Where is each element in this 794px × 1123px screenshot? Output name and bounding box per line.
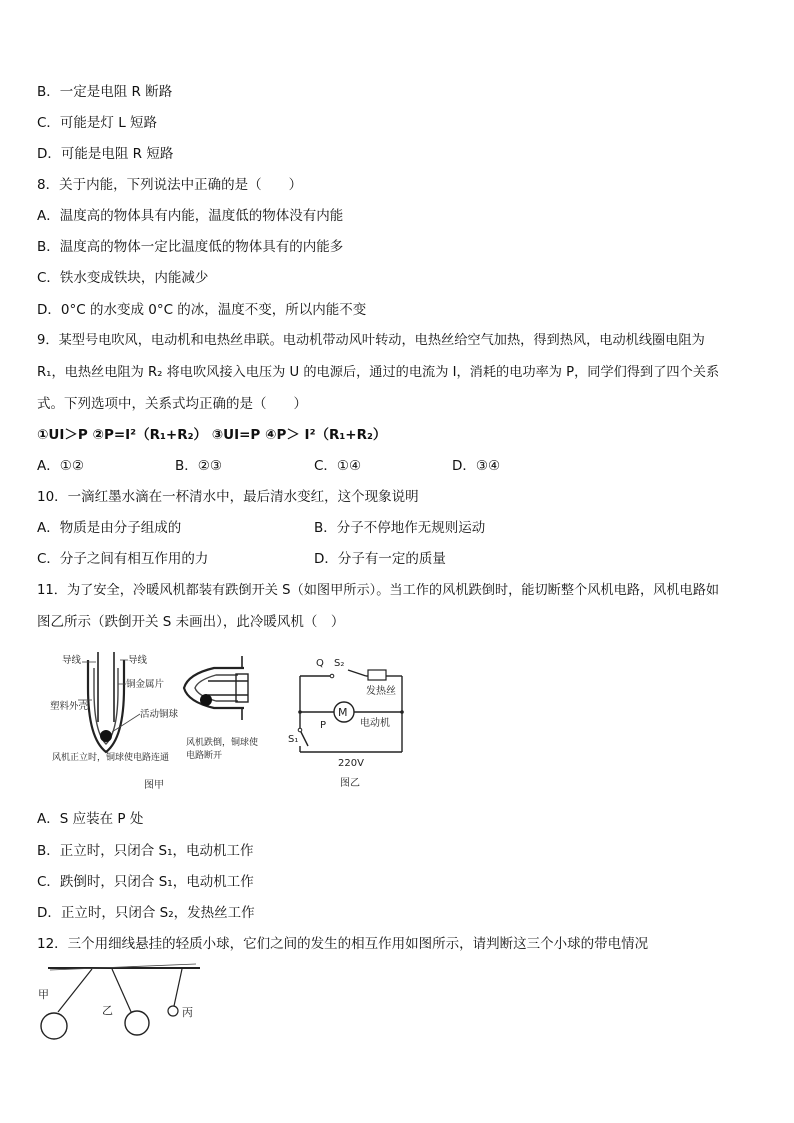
label-copper-sheet: 铜金属片 [126, 679, 165, 690]
figure-jia-title: 图甲 [144, 780, 164, 791]
label-wire-left: 导线 [62, 655, 82, 666]
q8-option-b: B．温度高的物体一定比温度低的物体具有的内能多 [37, 239, 344, 255]
label-s2: S₂ [334, 658, 345, 669]
q11-option-b: B．正立时，只闭合 S₁，电动机工作 [37, 843, 254, 859]
figure-yi-circuit [288, 652, 418, 792]
q10-stem: 10．一滴红墨水滴在一杯清水中，最后清水变红，这个现象说明 [37, 489, 419, 505]
q9-stem-line3: 式。下列选项中，关系式均正确的是（ ） [37, 396, 307, 412]
label-q: Q [316, 658, 324, 669]
label-motor: 电动机 [360, 718, 390, 729]
q11-stem-line1: 11．为了安全，冷暖风机都装有跌倒开关 S（如图甲所示）。当工作的风机跌倒时，能切断整个风机电路，风机电路如 [37, 583, 720, 598]
q11-stem-line2: 图乙所示（跌倒开关 S 未画出），此冷暖风机（ ） [37, 614, 345, 630]
ball-jia [41, 1013, 67, 1039]
label-copper-ball: 活动铜球 [140, 709, 179, 720]
q9-option-c: C．①④ [314, 458, 362, 474]
q8-option-a: A．温度高的物体具有内能，温度低的物体没有内能 [37, 208, 344, 224]
figure-hanging-balls [36, 960, 206, 1042]
q9-option-b: B．②③ [175, 458, 222, 474]
caption-upright: 风机正立时，铜球使电路连通 [52, 753, 170, 763]
ball-bing [168, 1006, 178, 1016]
q12-stem: 12．三个用细线悬挂的轻质小球，它们之间的发生的相互作用如图所示，请判断这三个小球的带电情况 [37, 936, 649, 952]
q10-option-c: C．分子之间有相互作用的力 [37, 551, 209, 567]
label-p: P [320, 720, 327, 731]
figure-jia-tilt-switch [48, 648, 268, 796]
q8-option-c: C．铁水变成铁块，内能减少 [37, 270, 209, 286]
heater-resistor [368, 670, 386, 680]
copper-ball-fallen [200, 694, 212, 706]
q10-option-a: A．物质是由分子组成的 [37, 520, 182, 536]
caption-fallen-2: 电路断开 [186, 751, 223, 761]
label-s1: S₁ [288, 734, 299, 745]
switch-s2 [348, 670, 366, 676]
label-heater: 发热丝 [366, 686, 396, 697]
q9-option-a: A．①② [37, 458, 84, 474]
q9-formulas: ①UI＞P ②P=I²（R₁+R₂） ③UI=P ④P＞ I²（R₁+R₂） [37, 427, 387, 443]
caption-fallen-1: 风机跌倒，铜球使 [186, 738, 259, 748]
q7-option-b: B．一定是电阻 R 断路 [37, 84, 173, 100]
q9-stem-line1: 9．某型号电吹风，电动机和电热丝串联。电动机带动风叶转动，电热丝给空气加热，得到热风，电动机线圈电阻为 [37, 333, 705, 348]
q8-stem: 8．关于内能，下列说法中正确的是（ ） [37, 177, 303, 193]
label-wire-right: 导线 [128, 655, 148, 666]
ball-yi [125, 1011, 149, 1035]
q10-option-b: B．分子不停地作无规则运动 [314, 520, 486, 536]
label-220v: 220V [338, 758, 364, 769]
q11-option-a: A．S 应装在 P 处 [37, 811, 144, 827]
label-plastic-shell: 塑料外壳 [50, 701, 89, 712]
label-yi: 乙 [102, 1004, 113, 1017]
switch-s1 [300, 730, 308, 746]
q7-option-c: C．可能是灯 L 短路 [37, 115, 158, 131]
q9-stem-line2: R₁，电热丝电阻为 R₂ 将电吹风接入电压为 U 的电源后，通过的电流为 I，消耗的电功率为 P，同学们得到了四个关系 [37, 365, 720, 380]
q11-option-d: D．正立时，只闭合 S₂，发热丝工作 [37, 905, 255, 921]
q8-option-d: D．0°C 的水变成 0°C 的冰，温度不变，所以内能不变 [37, 302, 367, 318]
label-m: M [338, 706, 348, 719]
figure-yi-title: 图乙 [340, 778, 360, 789]
q7-option-d: D．可能是电阻 R 短路 [37, 146, 174, 162]
q10-option-d: D．分子有一定的质量 [314, 551, 446, 567]
q11-option-c: C．跌倒时，只闭合 S₁，电动机工作 [37, 874, 254, 890]
label-jia: 甲 [38, 988, 49, 1001]
copper-ball-upright [100, 730, 112, 742]
q9-option-d: D．③④ [452, 458, 501, 474]
label-bing: 丙 [182, 1006, 193, 1019]
